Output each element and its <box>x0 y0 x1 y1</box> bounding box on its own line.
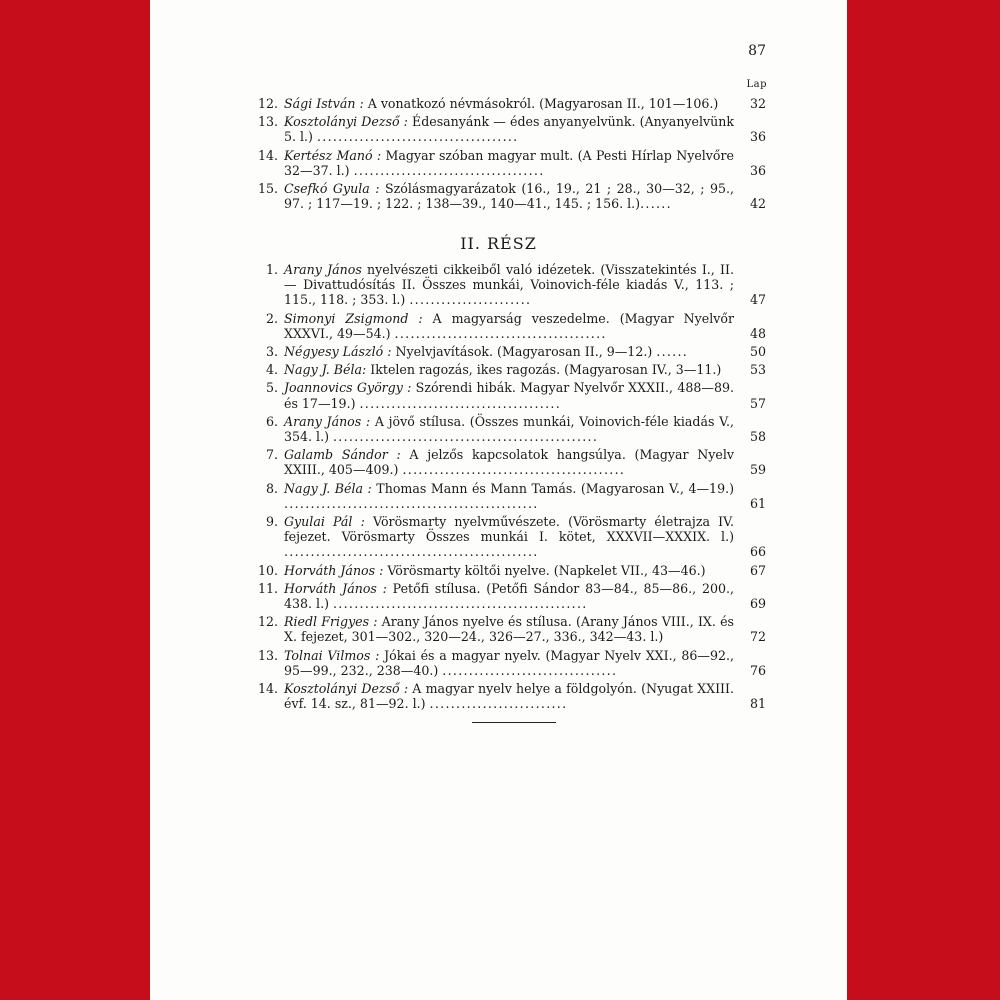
toc-entry <box>248 311 766 341</box>
toc-entry-title: Vörösmarty költői nyelve. (Napkelet VII., 43—46.) <box>383 562 706 578</box>
toc-entry <box>248 563 766 578</box>
toc-entry <box>248 344 766 359</box>
toc-entry-number: 2. <box>265 310 278 326</box>
page-column-header: Lap <box>746 79 767 90</box>
toc-entry-text <box>284 96 734 111</box>
toc-entry-page-number: 53 <box>749 362 766 378</box>
toc-entry-page-number: 69 <box>749 596 766 612</box>
toc-entry-title: Vörösmarty nyelvművészete. (Vörösmarty életrajza IV. fejezet. Vörösmarty Összes munkái I. kötet, XXXVII—XXXIX. l.) <box>284 514 735 545</box>
toc-entry-text <box>284 681 734 711</box>
toc-entry-author: Horváth János : <box>284 580 387 596</box>
toc-entry-title: Arany János nyelve és stílusa. (Arany János VIII., IX. és X. fejezet, 301—302., 320—24., 326—27., 336., 342—43. l.) <box>284 614 734 645</box>
toc-entry-page-number: 50 <box>749 344 766 360</box>
toc-entry <box>248 681 766 711</box>
toc-entry-author: Arany János <box>284 262 362 277</box>
toc-entry-number: 3. <box>265 344 278 360</box>
toc-entry-leader-dots: ...... <box>640 196 672 212</box>
toc-entry-title: Petőfi stílusa. (Petőfi Sándor 83—84., 85—86., 200., 438. l.) <box>284 580 735 612</box>
toc-entry-author: Arany János : <box>284 413 371 429</box>
toc-entry-page-number: 48 <box>749 325 766 341</box>
toc-entry-leader-dots: .......................... <box>429 696 568 712</box>
toc-entry-text <box>284 414 734 444</box>
toc-entry-number: 12. <box>257 614 278 630</box>
toc-entry-number: 1. <box>265 262 278 277</box>
toc-entry-text <box>284 262 734 308</box>
toc-entry-title: Nyelvjavítások. (Magyarosan II., 9—12.) <box>391 344 657 360</box>
toc-entry-leader-dots: .......................................... <box>402 462 626 478</box>
toc-entry-number: 14. <box>257 147 278 163</box>
toc-entry <box>248 447 766 477</box>
toc-entry-page-number: 66 <box>749 544 766 560</box>
toc-entry-author: Nagy J. Béla : <box>284 480 372 496</box>
toc-list-part-two <box>248 262 766 714</box>
toc-entry-number: 4. <box>265 362 278 378</box>
toc-entry-number: 8. <box>265 480 278 496</box>
toc-entry-author: Horváth János : <box>284 562 384 578</box>
end-rule <box>472 722 556 723</box>
toc-entry-page-number: 59 <box>749 462 766 478</box>
section-title: II. RÉSZ <box>460 234 537 253</box>
toc-entry-number: 9. <box>265 514 278 530</box>
toc-entry-title: Iktelen ragozás, ikes ragozás. (Magyarosan IV., 3—11.) <box>366 362 722 378</box>
book-page <box>150 0 847 1000</box>
toc-entry-number: 7. <box>265 447 278 463</box>
toc-entry-text <box>284 648 734 678</box>
toc-entry-text <box>284 581 734 611</box>
toc-list-part-one <box>248 96 766 214</box>
toc-entry-author: Galamb Sándor : <box>284 447 401 463</box>
toc-entry-page-number: 32 <box>749 96 766 111</box>
toc-entry-number: 12. <box>257 96 278 111</box>
toc-entry <box>248 181 766 211</box>
toc-entry-leader-dots: ................................. <box>442 662 618 678</box>
toc-entry-title: A vonatkozó névmásokról. (Magyarosan II., 101—106.) <box>363 96 719 111</box>
toc-entry <box>248 514 766 560</box>
toc-entry-title: Szólásmagyarázatok (16., 19., 21 ; 28., 30—32, ; 95., 97. ; 117—19. ; 122. ; 138—39., 140—41., 145. ; 156. l.) <box>284 181 735 212</box>
toc-entry-title: Thomas Mann és Mann Tamás. (Magyarosan V., 4—19.) <box>371 480 734 496</box>
toc-entry-text <box>284 514 734 560</box>
toc-entry-number: 15. <box>257 181 278 197</box>
toc-entry-page-number: 42 <box>749 196 766 212</box>
toc-entry-leader-dots: ...... <box>656 344 689 360</box>
toc-entry-title: Magyar szóban magyar mult. (A Pesti Hírlap Nyelvőre 32—37. l.) <box>284 147 734 178</box>
toc-entry-title: Szórendi hibák. Magyar Nyelvőr XXXII., 488—89. és 17—19.) <box>284 380 734 411</box>
toc-entry <box>248 114 766 144</box>
toc-entry-text <box>284 447 734 477</box>
toc-entry-number: 11. <box>257 580 278 596</box>
toc-entry-number: 13. <box>257 647 278 663</box>
toc-entry-author: Sági István : <box>284 96 364 111</box>
toc-entry <box>248 581 766 611</box>
toc-entry-page-number: 36 <box>749 129 766 145</box>
toc-entry-leader-dots: ........................................ <box>394 325 607 341</box>
toc-entry-author: Kertész Manó : <box>284 147 382 163</box>
toc-entry-title: Édesanyánk — édes anyanyelvünk. (Anyanyelvünk 5. l.) <box>284 114 734 145</box>
toc-entry-author: Csefkó Gyula : <box>284 181 380 197</box>
toc-entry-text <box>284 481 734 511</box>
toc-entry-text <box>284 614 734 644</box>
toc-entry-page-number: 58 <box>749 429 766 445</box>
toc-entry <box>248 380 766 410</box>
toc-entry-title: Jókai és a magyar nyelv. (Magyar Nyelv XXI., 86—92., 95—99., 232., 238—40.) <box>284 647 734 678</box>
toc-entry <box>248 648 766 678</box>
toc-entry <box>248 262 766 308</box>
toc-entry-author: Nagy J. Béla: <box>284 362 367 378</box>
toc-entry-leader-dots: ...................................... <box>359 395 562 411</box>
toc-entry-number: 14. <box>257 681 278 697</box>
toc-entry-text <box>284 181 734 211</box>
toc-entry <box>248 414 766 444</box>
toc-entry-leader-dots: .................................... <box>353 162 545 178</box>
toc-entry-leader-dots: ................................................ <box>284 495 539 511</box>
toc-entry-text <box>284 311 734 341</box>
toc-entry-author: Joannovics György : <box>284 380 412 396</box>
toc-entry-leader-dots: ...................................... <box>316 129 519 145</box>
toc-entry-page-number: 76 <box>749 662 766 678</box>
toc-entry-author: Kosztolányi Dezső : <box>284 114 408 130</box>
toc-entry-title: A jövő stílusa. (Összes munkái, Voinovich-féle kiadás V., 354. l.) <box>284 413 735 445</box>
toc-entry-page-number: 36 <box>749 162 766 178</box>
toc-entry <box>248 148 766 178</box>
toc-entry-title: A magyar nyelv helye a földgolyón. (Nyugat XXIII. évf. 14. sz., 81—92. l.) <box>284 681 734 712</box>
toc-entry-text <box>284 362 734 377</box>
toc-entry-text <box>284 380 734 410</box>
toc-entry <box>248 614 766 644</box>
toc-entry-page-number: 61 <box>749 495 766 511</box>
toc-entry-author: Tolnai Vilmos : <box>284 647 380 663</box>
toc-entry-leader-dots: ................................................ <box>333 596 588 612</box>
toc-entry-title: A jelzős kapcsolatok hangsúlya. (Magyar Nyelv XXIII., 405—409.) <box>284 447 734 478</box>
toc-entry-page-number: 47 <box>749 292 766 308</box>
toc-entry-text <box>284 344 734 359</box>
toc-entry-page-number: 72 <box>749 629 766 645</box>
toc-entry-author: Riedl Frigyes : <box>284 614 378 630</box>
toc-entry-page-number: 81 <box>749 696 766 712</box>
toc-entry-leader-dots: .................................................. <box>333 429 599 445</box>
toc-entry-number: 10. <box>257 562 278 578</box>
toc-entry-title: A magyarság veszedelme. (Magyar Nyelvőr XXXVI., 49—54.) <box>284 310 734 341</box>
toc-entry-text <box>284 114 734 144</box>
toc-entry-text <box>284 563 734 578</box>
page-number: 87 <box>748 43 766 59</box>
toc-entry-number: 6. <box>265 413 278 429</box>
toc-entry-author: Simonyi Zsigmond : <box>284 310 423 326</box>
toc-entry-page-number: 67 <box>749 562 766 578</box>
toc-entry-author: Négyesy László : <box>284 344 392 360</box>
toc-entry <box>248 96 766 111</box>
toc-entry <box>248 362 766 377</box>
toc-entry-title: nyelvészeti cikkeiből való idézetek. (Visszatekintés I., II. — Divattudósítás II. Összes munkái, Voinovich-féle kiadás V., 113. ; 115., 118. ; 353. l.) <box>284 262 734 308</box>
toc-entry-author: Kosztolányi Dezső : <box>284 681 409 697</box>
toc-entry <box>248 481 766 511</box>
toc-entry-author: Gyulai Pál : <box>284 514 365 530</box>
toc-entry-text <box>284 148 734 178</box>
toc-entry-page-number: 57 <box>749 395 766 411</box>
toc-entry-leader-dots: ....................... <box>409 292 532 308</box>
toc-entry-number: 13. <box>257 114 278 130</box>
toc-entry-leader-dots: ................................................ <box>284 544 539 560</box>
toc-entry-number: 5. <box>265 380 278 396</box>
